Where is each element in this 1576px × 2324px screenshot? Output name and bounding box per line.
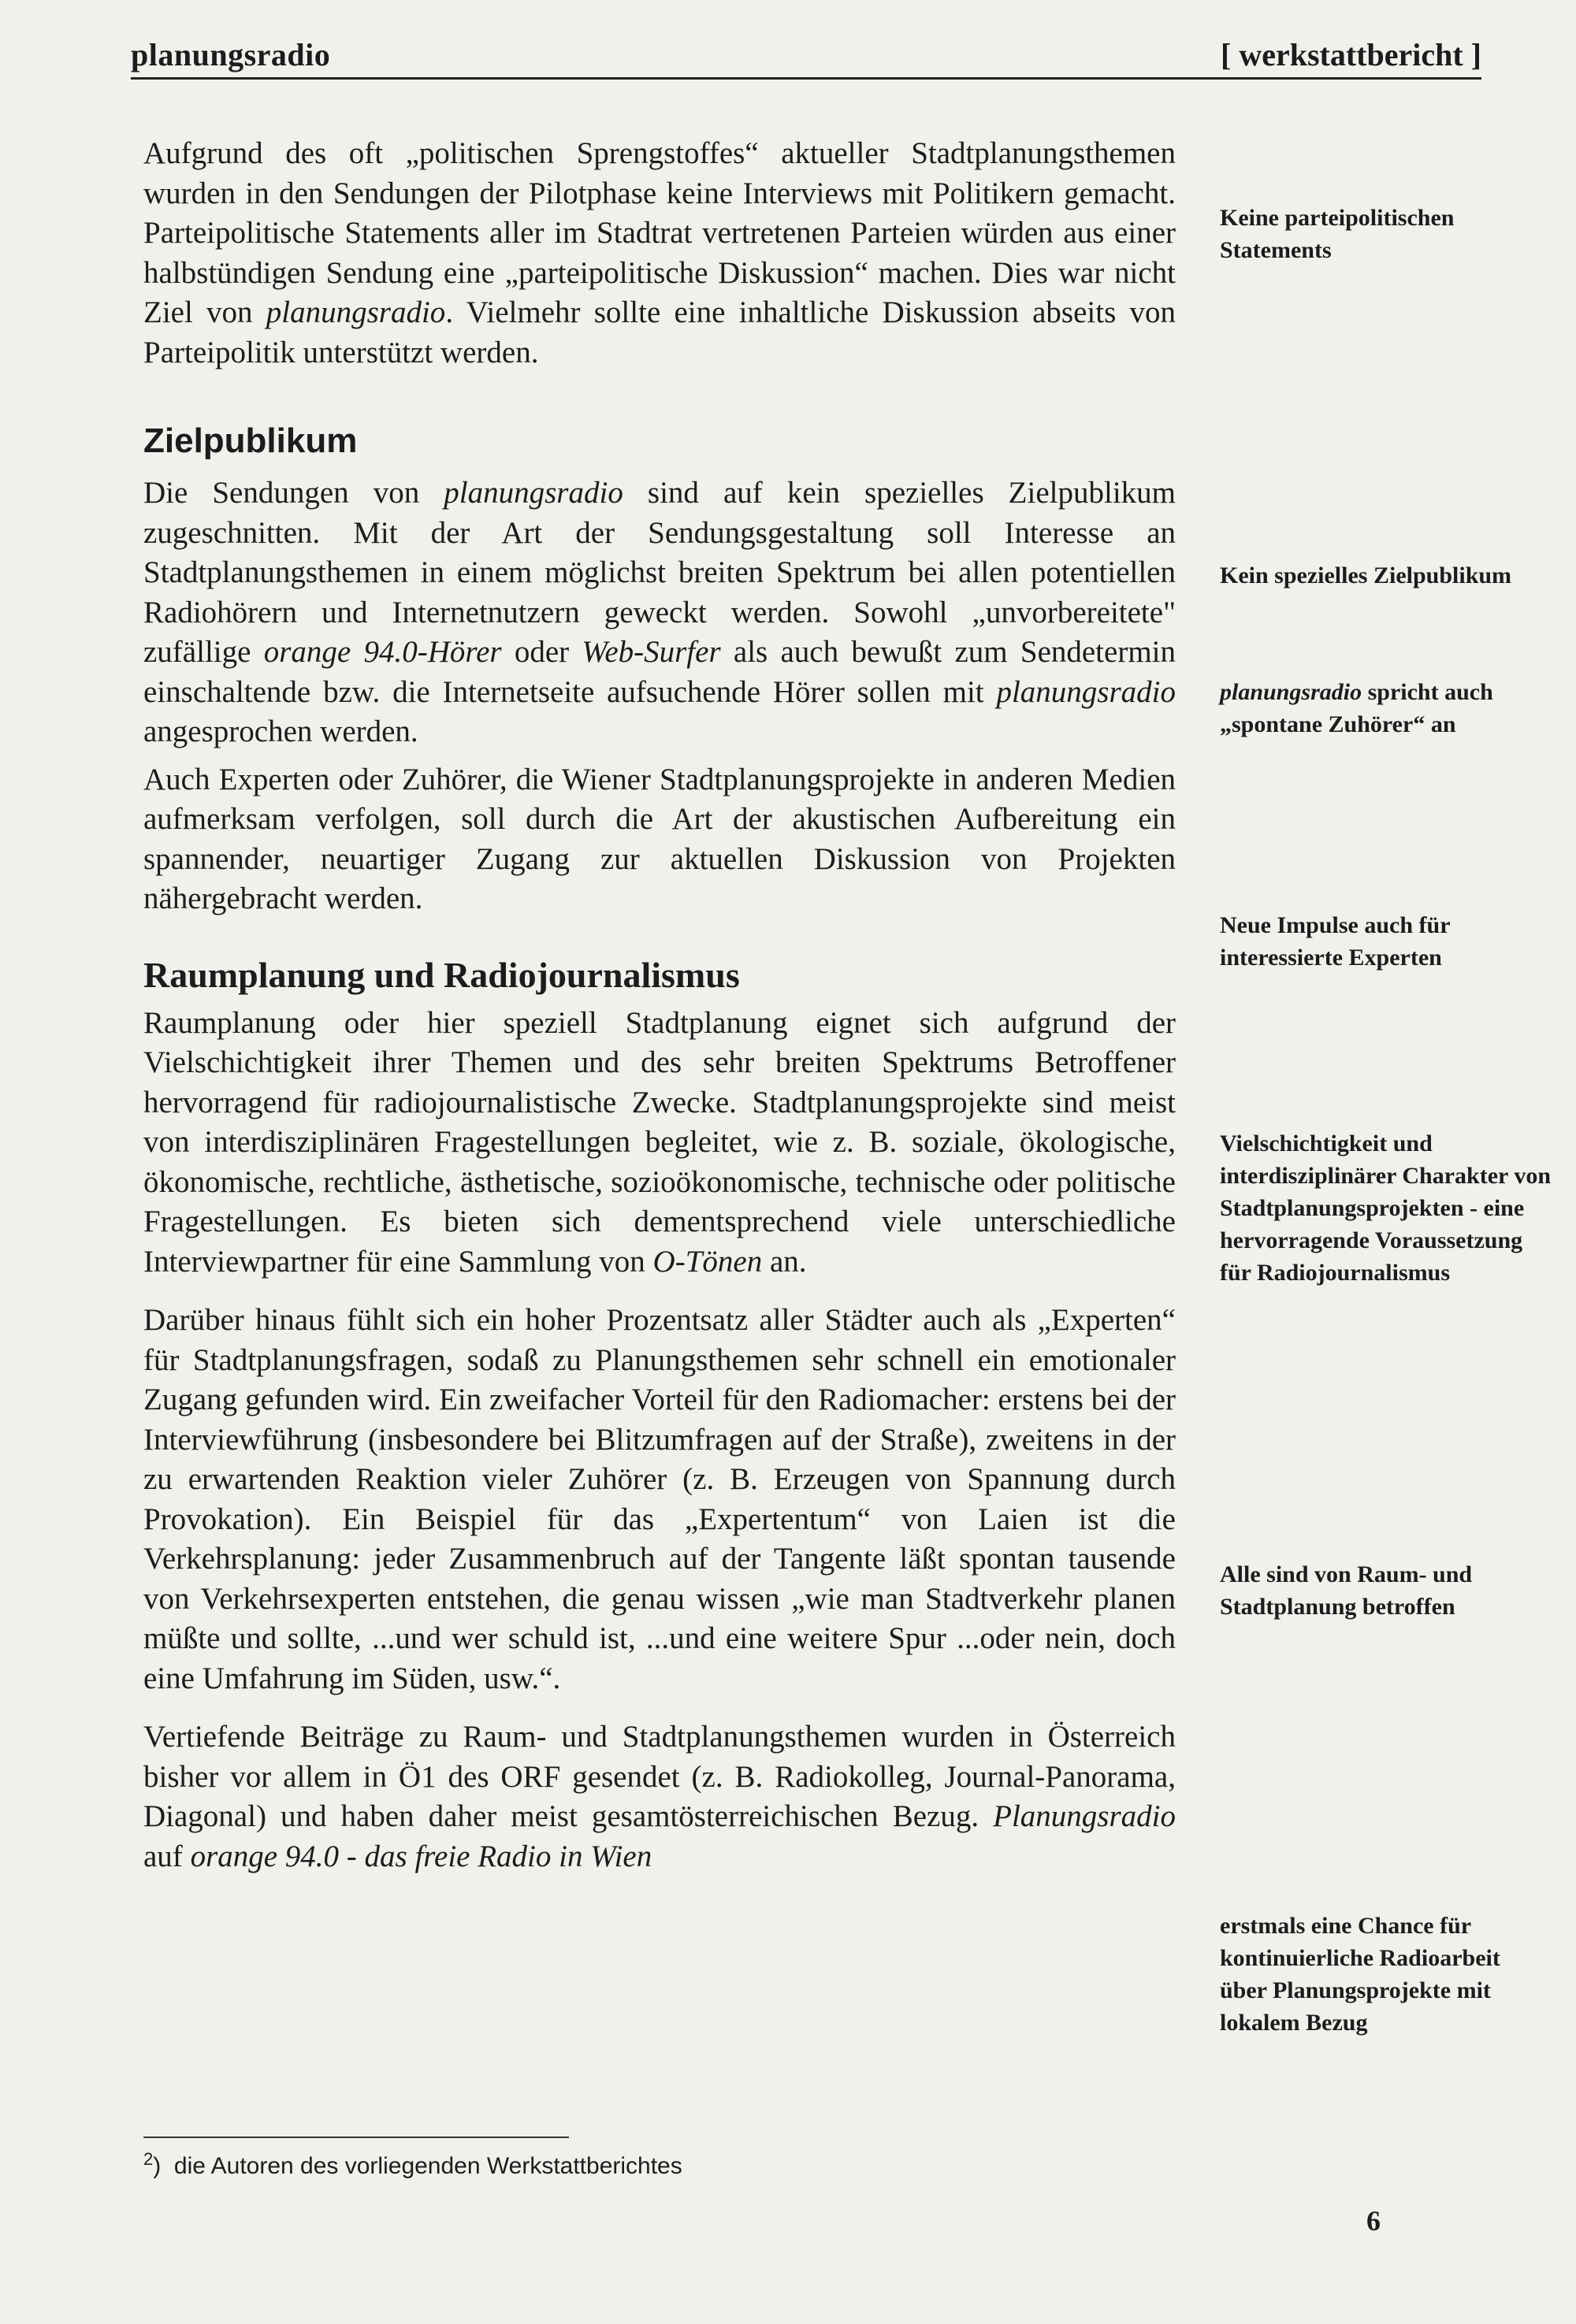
heading-zielpublikum: Zielpublikum (143, 421, 358, 460)
heading-raumplanung: Raumplanung und Radiojournalismus (143, 954, 740, 995)
sidebar-note-spontane-hoerer: planungsradio spricht auch „spontane Zuhörer“ an (1220, 679, 1493, 737)
header-rule (131, 77, 1481, 80)
sidebar-note-vielschichtigkeit: Vielschichtigkeit und interdisziplinärer Charakter von Stadtplanungsprojekten - eine hervorragende Voraussetzung für Radiojournalismus (1220, 1130, 1551, 1286)
main-column (143, 134, 1176, 1877)
raumplanung-paragraph-1: Raumplanung oder hier speziell Stadtplanung eignet sich aufgrund der Vielschichtigkeit ihrer Themen und des sehr breiten Spektrums Betroffener hervorragend für radiojournalistische Zwecke. Stadtplanungsprojekte sind meist von interdisziplinären Fragestellungen begleitet, wie z. B. soziale, ökologische, ökonomische, rechtliche, ästhetische, sozioökonomische, technische oder politische Fragestellungen. Es bieten sich dementsprechend viele unterschiedliche Interviewpartner für eine Sammlung von O-Tönen an. (143, 1005, 1176, 1279)
sidebar-note-experten: Neue Impulse auch für interessierte Experten (1220, 912, 1450, 971)
footnote-rule (143, 2137, 569, 2138)
zielpublikum-paragraph-1: Die Sendungen von planungsradio sind auf kein spezielles Zielpublikum zugeschnitten. Mit der Art der Sendungsgestaltung soll Interesse an Stadtplanungsthemen in einem möglichst breiten Spektrum bei allen potentiellen Radiohörern und Internetnutzern geweckt werden. Sowohl „unvorbereitete" zufällige orange 94.0-Hörer oder Web-Surfer als auch bewußt zum Sendetermin einschaltende bzw. die Internetseite aufsuchende Hörer sollen mit planungsradio angesprochen werden. (143, 476, 1176, 748)
sidebar-note-betroffen: Alle sind von Raum- und Stadtplanung betroffen (1220, 1561, 1473, 1620)
sidebar-note-chance: erstmals eine Chance für kontinuierliche Radioarbeit über Planungsprojekte mit lokalem Bezug (1220, 1913, 1500, 2036)
footnote: $^2$) die Autoren des vorliegenden Werkstattberichtes (143, 2149, 682, 2179)
page-number: 6 (1366, 2205, 1381, 2237)
footnote-marker: 2 (143, 2149, 154, 2169)
raumplanung-paragraph-3: Vertiefende Beiträge zu Raum- und Stadtplanungsthemen wurden in Österreich bisher vor allem in Ö1 des ORF gesendet (z. B. Radiokolleg, Journal-Panorama, Diagonal) und haben daher meist gesamtösterreichischen Bezug. Planungsradio auf orange 94.0 - das freie Radio in Wien (143, 1720, 1176, 1873)
raumplanung-paragraph-2: Darüber hinaus fühlt sich ein hoher Prozentsatz aller Städter auch als „Experten“ für Stadtplanungsfragen, sodaß zu Planungsthemen sehr schnell ein emotionaler Zugang gefunden wird. Ein zweifacher Vorteil für den Radiomacher: erstens bei der Interviewführung (insbesondere bei Blitzumfragen auf der Straße), zweitens in der zu erwartenden Reaktion vieler Zuhörer (z. B. Erzeugen von Spannung durch Provokation). Ein Beispiel für das „Expertentum“ von Laien ist die Verkehrsplanung: jeder Zusammenbruch auf der Tangente läßt spontan tausende von Verkehrsexperten entstehen, die genau wissen „wie man Stadtverkehr planen müßte und sollte, ...und wer schuld ist, ...und eine weitere Spur ...oder nein, doch eine Umfahrung im Süden, usw.“. (143, 1303, 1176, 1695)
zielpublikum-paragraph-2: Auch Experten oder Zuhörer, die Wiener Stadtplanungsprojekte in anderen Medien aufmerksam verfolgen, soll durch die Art der akustischen Aufbereitung ein spannender, neuartiger Zugang zur aktuellen Diskussion von Projekten nähergebracht werden. (143, 762, 1176, 915)
header-title: planungsradio (131, 37, 331, 72)
page-header (131, 33, 1481, 80)
header-section: [ werkstattbericht ] (1221, 37, 1481, 72)
footnote-text: die Autoren des vorliegenden Werkstattberichtes (173, 2153, 682, 2179)
sidebar-note-parteipolitik: Keine parteipolitischen Statements (1220, 205, 1455, 263)
intro-paragraph: Aufgrund des oft „politischen Sprengstoffes“ aktueller Stadtplanungsthemen wurden in den Sendungen der Pilotphase keine Interviews mit Politikern gemacht. Parteipolitische Statements aller im Stadtrat vertretenen Parteien würden aus einer halbstündigen Sendung eine „parteipolitische Diskussion“ machen. Dies war nicht Ziel von planungsradio. Vielmehr sollte eine inhaltliche Diskussion abseits von Parteipolitik unterstützt werden. (143, 136, 1176, 369)
sidebar-note-zielpublikum: Kein spezielles Zielpublikum (1220, 562, 1512, 588)
